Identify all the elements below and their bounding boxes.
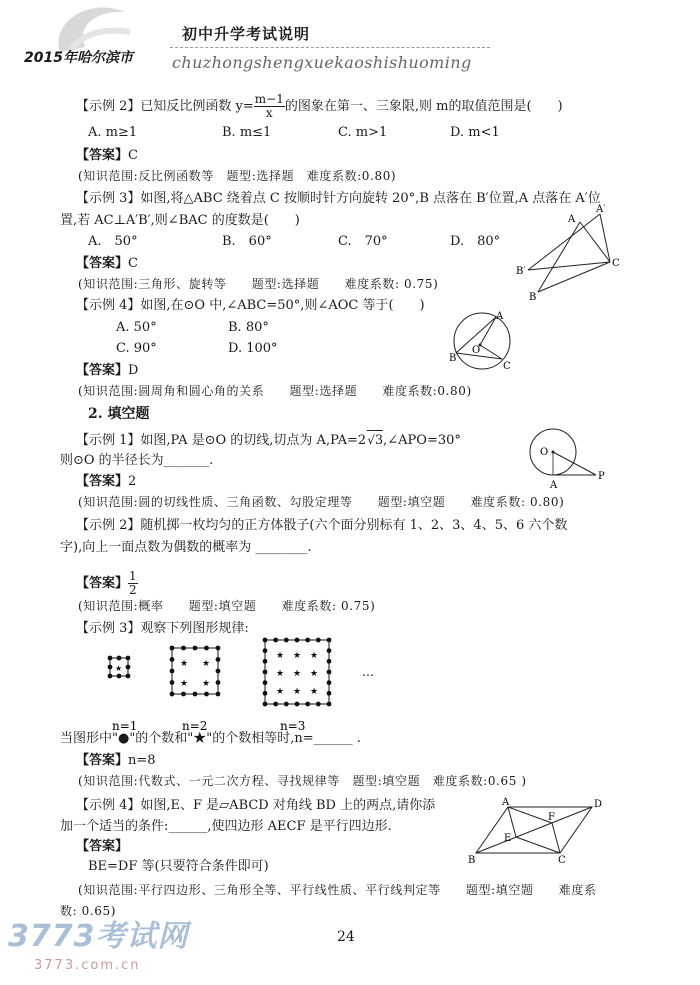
para-label-a: A [502, 797, 510, 808]
circle-label-b: B [449, 353, 457, 364]
svg-text:★: ★ [180, 679, 189, 689]
f3-question-line1: 【示例 3】观察下列图形规律: [76, 621, 249, 636]
f4-scope-line2: 数: 0.65) [60, 904, 117, 918]
ex4-option-a: A. 50° [116, 320, 157, 335]
pattern-label-n3: n=3 [280, 719, 306, 733]
svg-text:★: ★ [202, 679, 211, 689]
pattern-figure [100, 636, 400, 736]
circle-label-o: O [472, 345, 481, 356]
svg-text:★: ★ [276, 687, 285, 697]
header-divider [170, 47, 490, 48]
ex4-answer: 【答案】D [76, 363, 139, 378]
f1-answer: 【答案】2 [76, 474, 137, 489]
ex3-scope: (知识范围:三角形、旋转等 题型:选择题 难度系数: 0.75) [78, 277, 439, 291]
para-label-b: B [468, 855, 476, 866]
tri-label-a-prime: A′ [596, 204, 606, 215]
ex2-question: 【示例 2】已知反比例函数 y= $\frac{m-1}{x}$ 的图象在第一、三象限,则 m的取值范围是( ) [76, 92, 563, 120]
ex4-question: 【示例 4】如图,在⊙O 中,∠ABC=50°,则∠AOC 等于( ) [76, 298, 425, 313]
ex4-option-d: D. 100° [228, 341, 278, 356]
svg-text:★: ★ [310, 651, 319, 661]
section-fill-title: 2. 填空题 [88, 406, 150, 422]
ex2-option-d: D. m<1 [450, 125, 500, 140]
f4-question-line2: 加一个适当的条件:______,使四边形 AECF 是平行四边形. [60, 819, 392, 834]
ex3-question-line1: 【示例 3】如图,将△ABC 绕着点 C 按顺时针方向旋转 20°,B 点落在 B′位置,A 点落在 A′位 [76, 191, 601, 206]
svg-text:★: ★ [276, 651, 285, 661]
svg-text:★: ★ [276, 669, 285, 679]
svg-text:★: ★ [293, 687, 302, 697]
ex4-option-b: B. 80° [228, 320, 269, 335]
f4-scope-line1: (知识范围:平行四边形、三角形全等、平行线性质、平行线判定等 题型:填空题 难度系 [78, 883, 597, 897]
ex2-option-c: C. m>1 [338, 125, 388, 140]
f3-answer: 【答案】n=8 [76, 753, 156, 768]
f1-scope: (知识范围:圆的切线性质、三角函数、勾股定理等 题型:填空题 难度系数: 0.80) [78, 495, 565, 509]
header-city-year: 2015年哈尔滨市 [24, 50, 133, 66]
para-label-d: D [594, 799, 603, 810]
page-number: 24 [337, 929, 355, 945]
watermark-url: 3773.com.cn [34, 958, 141, 973]
f2-scope: (知识范围:概率 题型:填空题 难度系数: 0.75) [78, 599, 376, 613]
ex2-fraction: $\frac{m-1}{x}$ [254, 92, 284, 120]
circle-angle-figure [448, 305, 518, 375]
f1-question-line1: 【示例 1】如图,PA 是⊙O 的切线,切点为 A,PA=2√3,∠APO=30° [76, 430, 461, 450]
header-pinyin: chuzhongshengxuekaoshishuoming [172, 53, 472, 72]
ex4-scope: (知识范围:圆周角和圆心角的关系 题型:选择题 难度系数:0.80) [78, 384, 472, 398]
tri-label-a: A [568, 214, 576, 225]
pattern-label-n1: n=1 [112, 719, 138, 733]
pattern-n3 [263, 638, 332, 707]
f2-answer-fraction: $\frac{1}{2}$ [129, 569, 137, 597]
f4-answer: BE=DF 等(只要符合条件即可) [88, 859, 269, 874]
para-label-e: E [504, 833, 512, 844]
ex2-option-b: B. m≤1 [222, 125, 272, 140]
circle-label-c: C [503, 361, 511, 372]
para-label-f: F [548, 812, 555, 823]
f4-question-line1: 【示例 4】如图,E、F 是▱ABCD 对角线 BD 上的两点,请你添 [76, 798, 436, 813]
pattern-n2 [170, 646, 221, 697]
tri-label-b: B [529, 292, 537, 303]
svg-text:★: ★ [310, 687, 319, 697]
ex2-option-a: A. m≥1 [88, 125, 138, 140]
header-title: 初中升学考试说明 [182, 25, 311, 43]
svg-text:★: ★ [293, 669, 302, 679]
f3-question-line2: 当图形中"●"的个数和"★"的个数相等时,n=______ . [60, 731, 361, 746]
ex2-scope: (知识范围:反比例函数等 题型:选择题 难度系数:0.80) [78, 169, 397, 183]
ex3-option-c: C. 70° [338, 234, 388, 249]
ex3-answer: 【答案】C [76, 256, 138, 271]
rotation-triangles-figure [512, 200, 632, 310]
circle-label-a: A [496, 311, 504, 322]
ex3-option-a: A. 50° [88, 234, 138, 249]
f4-answer-label: 【答案】 [76, 839, 129, 854]
pattern-label-n2: n=2 [182, 719, 208, 733]
para-label-c: C [558, 855, 566, 866]
watermark-logo: 3773考试网 [8, 919, 189, 954]
svg-text:★: ★ [293, 651, 302, 661]
tangent-label-a: A [550, 480, 558, 491]
tangent-circle-figure [510, 425, 610, 495]
parallelogram-figure [468, 795, 618, 870]
f2-question-line1: 【示例 2】随机掷一枚均匀的正方体骰子(六个面分别标有 1、2、3、4、5、6 六个数 [76, 518, 568, 533]
svg-text:★: ★ [115, 664, 123, 673]
f2-answer: 【答案】 $\frac{1}{2}$ [76, 569, 137, 597]
ex4-option-c: C. 90° [116, 341, 157, 356]
tangent-label-o: O [540, 447, 549, 458]
pattern-ellipsis: … [362, 665, 374, 679]
pattern-n1 [108, 656, 131, 679]
svg-text:★: ★ [202, 659, 211, 669]
ex3-question-line2: 置,若 AC⊥A′B′,则∠BAC 的度数是( ) [60, 213, 300, 228]
tangent-label-p: P [598, 471, 605, 482]
f3-scope: (知识范围:代数式、一元二次方程、寻找规律等 题型:填空题 难度系数:0.65 ) [78, 774, 527, 788]
ex3-option-d: D. 80° [450, 234, 501, 249]
f1-question-line2: 则⊙O 的半径长为_______. [60, 453, 214, 468]
tri-label-b-prime: B′ [516, 266, 526, 277]
svg-text:★: ★ [180, 659, 189, 669]
svg-text:★: ★ [310, 669, 319, 679]
ex2-answer: 【答案】C [76, 148, 138, 163]
f2-question-line2: 字),向上一面点数为偶数的概率为 ________. [60, 540, 312, 555]
tri-label-c: C [612, 258, 620, 269]
ex3-option-b: B. 60° [222, 234, 272, 249]
